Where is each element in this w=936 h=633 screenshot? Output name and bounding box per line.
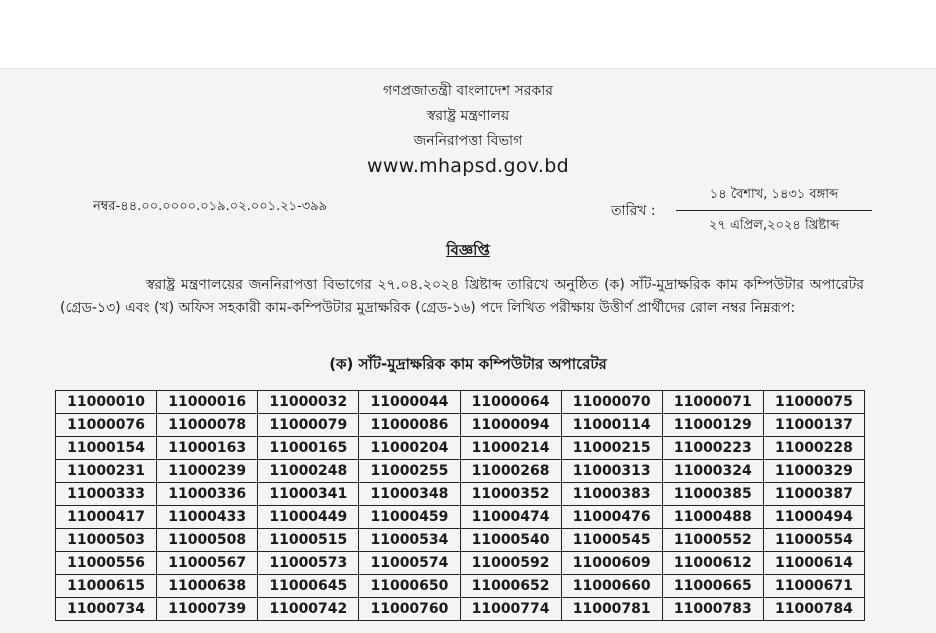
notice-title — [0, 239, 936, 264]
roll-number-cell: 11000545 — [561, 529, 662, 552]
roll-number-cell: 11000204 — [359, 437, 460, 460]
roll-number-cell: 11000154 — [56, 437, 157, 460]
table-row — [56, 460, 865, 483]
roll-number-cell: 11000032 — [258, 391, 359, 414]
roll-number-table — [55, 390, 865, 621]
roll-number-cell: 11000534 — [359, 529, 460, 552]
roll-number-cell: 11000433 — [157, 506, 258, 529]
roll-number-cell: 11000255 — [359, 460, 460, 483]
roll-number-cell: 11000016 — [157, 391, 258, 414]
section-title: (ক) সাঁট-মুদ্রাক্ষরিক কাম কম্পিউটার অপারেটর — [329, 355, 607, 373]
date-gregorian: ২৭ এপ্রিল,২০২৪ খ্রিষ্টাব্দ — [708, 218, 840, 233]
roll-number-cell: 11000044 — [359, 391, 460, 414]
roll-number-cell: 11000554 — [763, 529, 864, 552]
table-row — [56, 529, 865, 552]
roll-number-cell: 11000383 — [561, 483, 662, 506]
roll-number-cell: 11000333 — [56, 483, 157, 506]
roll-number-cell: 11000086 — [359, 414, 460, 437]
date-box — [676, 185, 872, 237]
roll-number-cell: 11000540 — [460, 529, 561, 552]
roll-number-cell: 11000070 — [561, 391, 662, 414]
ministry-name: স্বরাষ্ট্র মন্ত্রণালয় — [426, 108, 510, 124]
table-row — [56, 598, 865, 621]
roll-number-cell: 11000324 — [662, 460, 763, 483]
roll-number-cell: 11000734 — [56, 598, 157, 621]
table-row — [56, 552, 865, 575]
roll-number-cell: 11000064 — [460, 391, 561, 414]
roll-number-cell: 11000671 — [763, 575, 864, 598]
table-row — [56, 437, 865, 460]
roll-table-body — [56, 391, 865, 621]
roll-number-cell: 11000556 — [56, 552, 157, 575]
roll-number-cell: 11000114 — [561, 414, 662, 437]
roll-number-cell: 11000165 — [258, 437, 359, 460]
roll-number-cell: 11000508 — [157, 529, 258, 552]
roll-number-cell: 11000348 — [359, 483, 460, 506]
roll-number-cell: 11000614 — [763, 552, 864, 575]
government-name: গণপ্রজাতন্ত্রী বাংলাদেশ সরকার — [383, 83, 553, 99]
roll-number-cell: 11000638 — [157, 575, 258, 598]
roll-number-cell: 11000574 — [359, 552, 460, 575]
roll-number-cell: 11000615 — [56, 575, 157, 598]
roll-number-cell: 11000231 — [56, 460, 157, 483]
roll-number-cell: 11000449 — [258, 506, 359, 529]
notice-title-text: বিজ্ঞপ্তি — [446, 241, 490, 259]
roll-number-cell: 11000739 — [157, 598, 258, 621]
roll-number-cell: 11000071 — [662, 391, 763, 414]
roll-number-cell: 11000660 — [561, 575, 662, 598]
roll-number-cell: 11000503 — [56, 529, 157, 552]
roll-number-cell: 11000645 — [258, 575, 359, 598]
roll-number-cell: 11000784 — [763, 598, 864, 621]
roll-number-cell: 11000774 — [460, 598, 561, 621]
roll-number-cell: 11000385 — [662, 483, 763, 506]
roll-number-cell: 11000783 — [662, 598, 763, 621]
roll-number-cell: 11000223 — [662, 437, 763, 460]
roll-number-cell: 11000573 — [258, 552, 359, 575]
roll-number-cell: 11000488 — [662, 506, 763, 529]
roll-number-cell: 11000076 — [56, 414, 157, 437]
document-page — [0, 68, 936, 633]
roll-number-cell: 11000248 — [258, 460, 359, 483]
notice-body: স্বরাষ্ট্র মন্ত্রণালয়ের জননিরাপত্তা বিভাগের ২৭.০৪.২০২৪ খ্রিষ্টাব্দ তারিখে অনুষ্ঠিত (ক) সাঁট-মুদ্রাক্ষরিক কাম কম্পিউটার অপারেটর (গ্রেড-১৩) এবং (খ) অফিস সহকারী কাম-কম্পিউটার মুদ্রাক্ষরিক (গ্রেড-১৬) পদে লিখিত পরীক্ষায় উত্তীর্ণ প্রার্থীদের রোল নম্বর নিম্নরূপ: — [60, 277, 864, 316]
roll-number-cell: 11000476 — [561, 506, 662, 529]
roll-number-cell: 11000239 — [157, 460, 258, 483]
date-bangla: ১৪ বৈশাখ, ১৪৩১ বঙ্গাব্দ — [676, 185, 872, 211]
roll-number-cell: 11000268 — [460, 460, 561, 483]
roll-number-cell: 11000742 — [258, 598, 359, 621]
roll-number-cell: 11000163 — [157, 437, 258, 460]
roll-number-cell: 11000214 — [460, 437, 561, 460]
roll-number-cell: 11000215 — [561, 437, 662, 460]
table-row — [56, 483, 865, 506]
roll-number-cell: 11000552 — [662, 529, 763, 552]
roll-number-cell: 11000459 — [359, 506, 460, 529]
roll-number-cell: 11000592 — [460, 552, 561, 575]
roll-number-cell: 11000329 — [763, 460, 864, 483]
roll-number-cell: 11000387 — [763, 483, 864, 506]
roll-number-cell: 11000781 — [561, 598, 662, 621]
roll-number-cell: 11000341 — [258, 483, 359, 506]
roll-number-cell: 11000760 — [359, 598, 460, 621]
table-row — [56, 575, 865, 598]
roll-number-cell: 11000078 — [157, 414, 258, 437]
roll-number-cell: 11000515 — [258, 529, 359, 552]
roll-number-cell: 11000313 — [561, 460, 662, 483]
memo-number: নম্বর-৪৪.০০.০০০০.০১৯.০২.০০১.২১-৩৯৯ — [93, 199, 328, 214]
roll-number-cell: 11000079 — [258, 414, 359, 437]
roll-number-cell: 11000474 — [460, 506, 561, 529]
table-row — [56, 414, 865, 437]
roll-number-cell: 11000612 — [662, 552, 763, 575]
division-name: জননিরাপত্তা বিভাগ — [413, 133, 523, 149]
roll-number-cell: 11000494 — [763, 506, 864, 529]
table-row — [56, 506, 865, 529]
roll-number-cell: 11000652 — [460, 575, 561, 598]
roll-number-cell: 11000010 — [56, 391, 157, 414]
website-link: www.mhapsd.gov.bd — [367, 155, 569, 177]
roll-number-cell: 11000417 — [56, 506, 157, 529]
roll-number-cell: 11000075 — [763, 391, 864, 414]
table-row — [56, 391, 865, 414]
roll-number-cell: 11000609 — [561, 552, 662, 575]
date-label: তারিখ : — [611, 203, 656, 219]
roll-number-cell: 11000567 — [157, 552, 258, 575]
roll-number-cell: 11000228 — [763, 437, 864, 460]
roll-number-cell: 11000137 — [763, 414, 864, 437]
roll-number-cell: 11000129 — [662, 414, 763, 437]
roll-number-cell: 11000650 — [359, 575, 460, 598]
roll-number-cell: 11000352 — [460, 483, 561, 506]
roll-number-cell: 11000336 — [157, 483, 258, 506]
roll-number-cell: 11000094 — [460, 414, 561, 437]
roll-number-cell: 11000665 — [662, 575, 763, 598]
